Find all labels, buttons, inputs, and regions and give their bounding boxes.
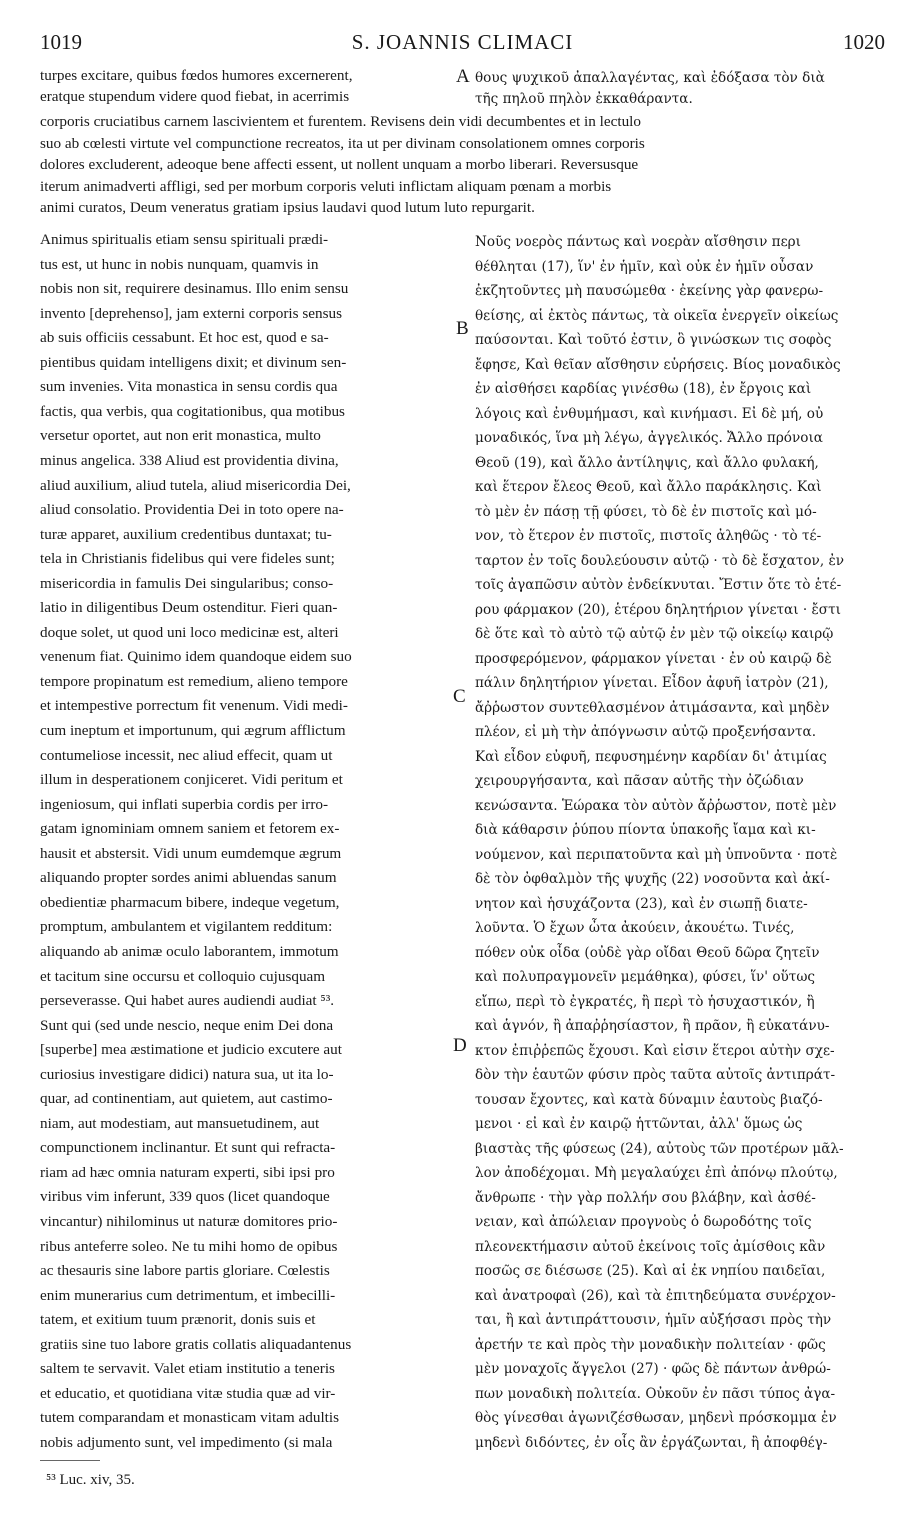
left-page-number: 1019 <box>40 30 82 54</box>
text-line: gratiis sine tuo labore gratis collatis aliquadantenus <box>40 1335 352 1353</box>
text-line: curiosius investigare didici) natura sua, ut ita lo- <box>40 1065 334 1083</box>
text-line: cum ineptum et importunum, qui ægrum afflictum <box>40 722 346 739</box>
text-line: πλεονεκτήμασιν αὐτοῦ ἐκείνοις τοῖς ἀμίσθοις κἂν <box>475 1238 826 1255</box>
text-line: tatem, et exitium tuum prænorit, donis suis et <box>40 1311 316 1329</box>
text-line: θους ψυχικοῦ ἀπαλλαγέντας, καὶ ἐδόξασα τὸν διὰ <box>475 70 825 86</box>
text-line: compunctionem inclinantur. Et sunt qui refracta- <box>40 1139 336 1157</box>
text-line: πων μοναδικὴ πολιτεία. Οὐκοῦν ἐν πᾶσι τύπος ἀγα- <box>475 1385 836 1402</box>
margin-letter-c: C <box>453 686 466 707</box>
margin-letter-a: A <box>456 66 470 87</box>
text-line: [superbe] mea æstimatione et judicio excutere aut <box>40 1041 342 1059</box>
text-line: invento [deprehenso], jam externi corporis sensus <box>40 304 342 322</box>
text-line: vincantur) nihilominus ut naturæ domitores prio- <box>40 1213 338 1230</box>
text-line: obedientiæ pharmacum bibere, indeque vegetum, <box>40 893 340 911</box>
text-line: νειαν, καὶ ἀπώλειαν προγνοὺς ὁ δωροδότης τοῖς <box>475 1214 812 1230</box>
text-line: turpes excitare, quibus fœdos humores excernerent, <box>40 67 353 84</box>
text-line: θὸς γίνεσθαι ἀγωνιζέσθωσαν, μηδενὶ πρόσκομμα ἐν <box>475 1410 837 1426</box>
text-line: τὸ μὲν ἐν πάσῃ τῇ φύσει, τὸ δὲ ἐν πιστοῖς καὶ μό- <box>475 503 817 520</box>
text-line: μενοι · εἰ καὶ ἐν καιρῷ ἡττῶνται, ἀλλ' ὅμως ὡς <box>475 1116 803 1132</box>
text-line: riam ad hæc omnia naturam experti, sibi ipsi pro <box>40 1163 335 1181</box>
text-line: ἐν αἰσθήσει καρδίας γινέσθω (18), ἐν ἔργοις καὶ <box>475 381 812 397</box>
text-line: ταρτον ἐν τοῖς δουλεύουσιν αὐτῷ · τὸ δὲ ἔσχατον, ἐν <box>475 552 845 569</box>
text-line: aliud auxilium, aliud tutela, aliud misericordia Dei, <box>40 476 351 494</box>
text-line: ac thesauris sine labore partis gloriare. Cœlestis <box>40 1262 330 1280</box>
text-line: πόθεν οὐκ οἶδα (οὐδὲ γὰρ οἴδαι Θεοῦ δῶρα ζητεῖν <box>475 944 820 961</box>
text-line: καὶ ἁγνόν, ἢ ἀπαῤῥησίαστον, ἢ πρᾶον, ἢ εὐκατάνυ- <box>475 1018 830 1034</box>
text-line: μηδενὶ διδόντες, ἐν οἷς ἂν ἐργάζωνται, ἢ ἀποφθέγ- <box>475 1434 828 1451</box>
text-line: nobis adjumento sunt, vel impedimento (si mala <box>40 1433 333 1451</box>
text-line: νον, τὸ ἕτερον ἐν πιστοῖς, πιστοῖς ἀληθῶς · τὸ τέ- <box>475 528 822 544</box>
text-line: tutem comparandam et monasticam vitam adultis <box>40 1409 340 1427</box>
text-line: saltem te servavit. Valet etiam institutio a teneris <box>40 1360 335 1378</box>
text-line: tempore propinatum est remedium, alieno tempore <box>40 672 348 690</box>
text-line: corporis cruciatibus carnem lascivientem et furentem. Revisens dein vidi decumbentes et in lectulo <box>40 113 641 130</box>
text-line: animi curatos, Deum veneratus gratiam ipsius laudavi quod lutum luto repurgarit. <box>40 199 535 216</box>
text-line: ἄνθρωπε · τὴν γὰρ πολλήν σου βλάβην, καὶ ἀσθέ- <box>475 1189 816 1206</box>
text-line: gatam ignominiam omnem saniem et fetorem ex- <box>40 820 340 838</box>
text-line: enim munerarius cum detrimentum, et imbecilli- <box>40 1286 336 1304</box>
text-line: nobis non sit, requirere desinamus. Illo enim sensu <box>40 280 349 298</box>
text-line: iterum animadverti affligi, sed per morbum corporis veluti inflictam aliquam pœnam a morbis <box>40 177 612 195</box>
text-line: misericordia in famulis Dei singularibus; conso- <box>40 574 334 592</box>
text-line: pientibus quidam intelligens dixit; et divinum sen- <box>40 353 347 371</box>
text-line: contumeliose incessit, nec aliud effecit, quam ut <box>40 746 333 764</box>
text-line: niam, aut modestiam, aut mansuetudinem, aut <box>40 1114 320 1132</box>
text-line: minus angelica. 338 Aliud est providentia divina, <box>40 451 339 469</box>
text-line: aliquando ab animæ oculo laborantem, immotum <box>40 942 339 960</box>
text-line: καὶ ἕτερον ἔλεος Θεοῦ, καὶ ἄλλο παράκλησις. Καὶ <box>475 479 822 495</box>
text-line: θείσης, αἱ ἐκτὸς πάντως, τὰ οἰκεῖα ἐνεργεῖν οἰκείως <box>475 307 839 324</box>
text-line: νητον καὶ ἡσυχάζοντα (23), καὶ ἐν σιωπῇ διατε- <box>475 895 808 912</box>
text-line: tus est, ut hunc in nobis nunquam, quamvis in <box>40 255 319 273</box>
text-line: Sunt qui (sed unde nescio, neque enim Dei dona <box>40 1016 334 1034</box>
text-line: Νοῦς νοερὸς πάντως καὶ νοερὰν αἴσθησιν περι <box>475 234 801 250</box>
text-line: perseverasse. Qui habet aures audiendi audiat ⁵³. <box>40 992 335 1010</box>
text-line: μοναδικός, ἵνα μὴ λέγω, ἀγγελικός. Ἄλλο πρόνοια <box>475 430 823 446</box>
text-line: καὶ ἀνατροφαὶ (26), καὶ τὰ ἐπιτηδεύματα συνέρχον- <box>475 1287 836 1304</box>
text-line: ἄῤῥωστον συντεθλασμένον ἀτιμάσαντα, καὶ μηδὲν <box>475 699 830 716</box>
text-line: βιαστὰς τῆς φύσεως (24), αὐτοὺς τῶν προτέρων μᾶλ- <box>475 1140 844 1157</box>
text-line: et intempestive porrectum fit venenum. Vidi medi- <box>40 697 348 715</box>
text-line: et tacitum sine occursu et colloquio cujusquam <box>40 967 326 985</box>
text-line: διὰ κάθαρσιν ῥύπου πίοντα ὑπακοῆς ἴαμα καὶ κι- <box>475 822 816 838</box>
text-line: sum invenies. Vita monastica in sensu cordis qua <box>40 378 338 396</box>
text-line: factis, qua verbis, qua cogitationibus, qua motibus <box>40 402 345 420</box>
text-line: ἐκζητοῦντες μὴ παυσώμεθα · ἐκείνης γὰρ φανερω- <box>475 283 824 299</box>
text-line: πάλιν δηλητήριον γίνεται. Εἶδον ἀφυῆ ἰατρὸν (21), <box>475 675 829 691</box>
text-line: Θεοῦ (19), καὶ ἄλλο ἀντίληψις, καὶ ἄλλο φυλακή, <box>475 454 819 471</box>
text-line: viribus vim inferunt, 339 quos (licet quandoque <box>40 1188 330 1206</box>
text-line: et educatio, et quotidiana vitæ studia quæ ad vir- <box>40 1384 336 1402</box>
page-header <box>40 30 885 60</box>
text-line: hausit et abstersit. Vidi unum eumdemque ægrum <box>40 844 342 862</box>
text-line: δὲ ὅτε καὶ τὸ αὐτὸ τῷ αὐτῷ ἐν μὲν τῷ οἰκείῳ καιρῷ <box>475 626 834 642</box>
text-line: λον ἀποδέχομαι. Μὴ μεγαλαύχει ἐπὶ ἀπόνῳ πλούτῳ, <box>475 1165 838 1181</box>
text-line: προσφερόμενον, φάρμακον γίνεται · ἐν οὐ καιρῷ δὲ <box>475 650 832 667</box>
text-line: ab suis officiis cessabunt. Et hoc est, quod e sa- <box>40 329 329 347</box>
text-line: venenum fiat. Quinimo idem quandoque eidem suo <box>40 648 352 666</box>
text-line: versetur oportet, aut non erit monastica, multo <box>40 427 321 445</box>
text-line: aliquando propter sordes animi abluendas sanum <box>40 869 337 887</box>
right-page-number: 1020 <box>843 30 885 54</box>
footnote-rule <box>40 1460 100 1461</box>
text-line: κτον ἐπιῤῥεπῶς ἔχουσι. Καὶ εἰσιν ἕτεροι αὐτὴν σχε- <box>475 1042 835 1059</box>
text-line: ingeniosum, qui inflati superbia cordis per irro- <box>40 795 329 813</box>
text-line: τουσαν ἔχοντες, καὶ κατὰ δύναμιν ἑαυτοὺς βιαζό- <box>475 1091 823 1108</box>
text-line: Καὶ εἶδον εὐφυῆ, πεφυσημένην καρδίαν δι' ἀτιμίας <box>475 748 827 765</box>
footnote: ⁵³ Luc. xiv, 35. <box>46 1472 135 1488</box>
running-title: S. JOANNIS CLIMACI <box>351 30 574 54</box>
text-line: promptum, ambulantem et vigilantem redditum: <box>40 918 333 936</box>
text-line: λόγοις καὶ ἐνθυμήμασι, καὶ κινήμασι. Εἰ δὲ μή, οὐ <box>475 405 824 422</box>
text-line: dolores excluderent, adeoque bene affecti essent, ut nollent unquam a morbo liberari. Reversusque <box>40 156 639 173</box>
text-line: ἔφησε, Καὶ θεῖαν αἴσθησιν εὑρήσεις. Βίος μοναδικὸς <box>475 356 841 373</box>
text-line: latio in diligentibus Deum ostenditur. Fieri quan- <box>40 599 338 617</box>
text-line: aliud consolatio. Providentia Dei in toto opere na- <box>40 501 344 519</box>
text-line: doque solet, ut quod uni loco medicinæ est, alteri <box>40 623 339 641</box>
text-line: νούμενον, καὶ περιπατοῦντα καὶ μὴ ὑπνοῦντα · ποτὲ <box>475 846 838 863</box>
text-line: ribus anteferre soleo. Ne tu mihi homo de opibus <box>40 1237 338 1255</box>
text-line: ποσῶς σε διέσωσε (25). Καὶ αἱ ἐκ νηπίου παιδεῖαι, <box>475 1263 826 1279</box>
text-line: πλέον, εἰ μὴ τὴν ἀπόγνωσιν αὐτῷ προξενήσαντα. <box>475 724 817 740</box>
text-line: θέθληται (17), ἵν' ἐν ἡμῖν, καὶ οὐκ ἐν ἡμῖν οὖσαν <box>475 258 814 275</box>
text-line: ἀρετήν τε καὶ πρὸς τὴν μοναδικὴν πολιτείαν · φῶς <box>475 1336 826 1353</box>
text-line: illum in desperationem conjiceret. Vidi peritum et <box>40 771 343 789</box>
text-line: λοῦντα. Ὁ ἔχων ὦτα ἀκούειν, ἀκουέτω. Τινές, <box>475 920 795 936</box>
text-line: χειρουργήσαντα, καὶ πᾶσαν αὐτῆς τὴν ὀζώδιαν <box>475 773 804 789</box>
text-line: ρου φάρμακον (20), ἑτέρου δηλητήριον γίνεται · ἔστι <box>475 601 841 618</box>
margin-letter-b: B <box>456 318 469 339</box>
text-line: εἴπω, περὶ τὸ ἐγκρατές, ἢ περὶ τὸ ἡσυχαστικόν, ἢ <box>475 993 815 1010</box>
text-line: τῆς πηλοῦ πηλὸν ἐκκαθάραντα. <box>475 91 693 107</box>
text-line: καὶ πολυπραγμονεῖν μεμάθηκα), φύσει, ἵν' οὕτως <box>475 969 816 985</box>
text-line: Animus spiritualis etiam sensu spirituali prædi- <box>40 231 329 248</box>
text-line: tela in Christianis fidelibus qui vere fideles sunt; <box>40 550 335 568</box>
text-line: δὲ τὸν ὀφθαλμὸν τῆς ψυχῆς (22) νοσοῦντα καὶ ἀκί- <box>475 871 830 887</box>
text-line: τοῖς ἀγαπῶσιν αὐτὸν ἐνδείκνυται. Ἔστιν ὅτε τὸ ἑτέ- <box>475 577 842 593</box>
text-line: quar, ad continentiam, aut quietem, aut castimo- <box>40 1090 333 1108</box>
text-line: eratque stupendum videre quod fiebat, in acerrimis <box>40 88 350 105</box>
text-line: μὲν μοναχοῖς ἄγγελοι (27) · φῶς δὲ πάντων ἀνθρώ- <box>475 1361 831 1377</box>
text-line: turæ apparet, auxilium credentibus duntaxat; tu- <box>40 525 332 543</box>
text-line: ται, ἢ καὶ ἀντιπράττουσιν, ἡμῖν αὐξήσασι πρὸς τὴν <box>475 1312 832 1328</box>
margin-letter-d: D <box>453 1035 467 1056</box>
text-line: δὸν τὴν ἑαυτῶν φύσιν πρὸς ταῦτα αὐτοῖς ἀντιπράτ- <box>475 1067 836 1083</box>
text-line: suo ab cœlesti virtute vel compunctione recreatos, ita ut per divinam consolationem omnes corporis <box>40 134 645 152</box>
text-line: κενώσαντα. Ἑώρακα τὸν αὐτὸν ἄῤῥωστον, ποτὲ μὲν <box>475 797 837 814</box>
text-line: παύσονται. Καὶ τοῦτό ἐστιν, ὃ γινώσκων τις σοφὸς <box>475 332 832 348</box>
